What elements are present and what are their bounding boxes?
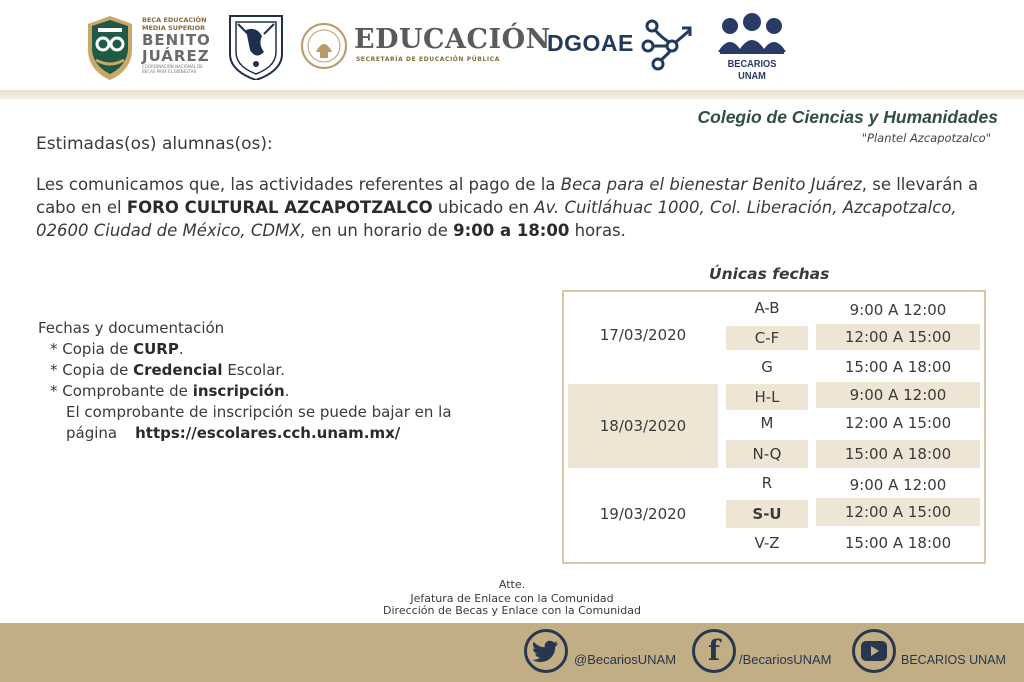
documents-list [38, 318, 452, 444]
sep-educacion-logo [300, 22, 551, 72]
footer-social-bar [0, 623, 1024, 682]
twitter-handle[interactable]: @BecariosUNAM [574, 652, 677, 667]
group-cell: A-B [754, 299, 780, 317]
time-cell: 9:00 A 12:00 [849, 301, 947, 319]
list-item: * Copia de Credencial Escolar. [50, 361, 285, 379]
header [0, 0, 1024, 90]
time-cell: 15:00 A 18:00 [844, 534, 952, 552]
benito-juarez-wordmark: BECA EDUCACIÓN MEDIA SUPERIOR BENITO JUÁREZ COORDINACIÓN NACIONAL DE BECAS PARA EL BIENESTAR [142, 16, 211, 74]
group-cell: R [761, 474, 773, 492]
educacion-subtitle: SECRETARÍA DE EDUCACIÓN PÚBLICA [356, 56, 500, 63]
group-cell: H-L [726, 384, 808, 410]
benito-juarez-shield-icon [84, 16, 136, 80]
schedule-title: Únicas fechas [709, 265, 830, 283]
signature-line-2: Dirección de Becas y Enlace con la Comunidad [383, 604, 641, 617]
youtube-channel[interactable]: BECARIOS UNAM [901, 653, 1006, 667]
schedule-hours: 9:00 a 18:00 [453, 221, 570, 240]
time-cell: 9:00 A 12:00 [816, 382, 980, 408]
date-cell: 18/03/2020 [568, 384, 718, 468]
schedule-table [562, 290, 986, 564]
time-cell: 12:00 A 15:00 [844, 414, 952, 432]
group-cell: S-U [726, 500, 808, 528]
group-cell: M [760, 414, 774, 432]
sep-seal-icon [300, 22, 348, 70]
header-divider-band [0, 90, 1024, 100]
announcement-paragraph: Les comunicamos que, las actividades referentes al pago de la Beca para el bienestar Benito Juárez, se llevarán a cabo en el FORO CULTURAL AZCAPOTZALCO ubicado en Av. Cuitláhuac 1000, Col. Liberación, Azcapotzalco, 02600 Ciudad de México, CDMX, en un horario de 9:00 a 18:00 horas. [36, 175, 979, 240]
youtube-play-icon [861, 641, 887, 661]
venue-name: FORO CULTURAL AZCAPOTZALCO [126, 198, 433, 217]
group-cell: G [761, 358, 773, 376]
twitter-icon[interactable] [524, 629, 568, 673]
time-cell: 15:00 A 18:00 [816, 440, 980, 468]
twitter-bird-icon [533, 640, 559, 662]
benito-juarez-logo [84, 14, 224, 82]
becarios-unam-logo [716, 12, 788, 82]
time-cell: 12:00 A 15:00 [816, 498, 980, 526]
colegio-title: Colegio de Ciencias y Humanidades [697, 107, 998, 127]
group-cell: C-F [726, 326, 808, 350]
facebook-handle[interactable]: /BecariosUNAM [739, 652, 832, 667]
escolares-link[interactable]: https://escolares.cch.unam.mx/ [135, 424, 401, 442]
date-cell: 17/03/2020 [599, 326, 687, 344]
unam-shield-icon [228, 14, 284, 80]
facebook-icon[interactable] [692, 629, 736, 673]
dgoae-network-icon [640, 16, 696, 72]
signature-line-1: Jefatura de Enlace con la Comunidad [410, 592, 614, 605]
download-page-line: página https://escolares.cch.unam.mx/ [66, 424, 401, 442]
signature-atte: Atte. [498, 578, 526, 591]
dgoae-wordmark: DGOAE [547, 30, 634, 56]
educacion-title: EDUCACIÓN [354, 24, 551, 55]
plantel-subtitle: "Plantel Azcapotzalco" [861, 131, 991, 145]
time-cell: 15:00 A 18:00 [844, 358, 952, 376]
group-cell: N-Q [726, 440, 808, 468]
time-cell: 9:00 A 12:00 [849, 476, 947, 494]
becarios-unam-text: BECARIOS UNAM [727, 58, 777, 82]
venue-address: Av. Cuitláhuac 1000, Col. Liberación, Azcapotzalco, 02600 Ciudad de México, CDMX, [36, 198, 957, 240]
facebook-f-glyph: f [707, 634, 721, 667]
list-item: * Copia de CURP. [50, 340, 184, 358]
date-cell: 19/03/2020 [599, 505, 687, 523]
list-item: * Comprobante de inscripción. [50, 382, 290, 400]
youtube-icon[interactable] [852, 629, 896, 673]
beca-name: Beca para el bienestar Benito Juárez [560, 175, 862, 194]
download-note: El comprobante de inscripción se puede bajar en la [66, 403, 452, 421]
documents-title: Fechas y documentación [38, 319, 225, 337]
time-cell: 12:00 A 15:00 [816, 324, 980, 350]
group-cell: V-Z [754, 534, 780, 552]
greeting: Estimadas(os) alumnas(os): [36, 134, 273, 154]
becarios-group-icon [716, 12, 788, 56]
